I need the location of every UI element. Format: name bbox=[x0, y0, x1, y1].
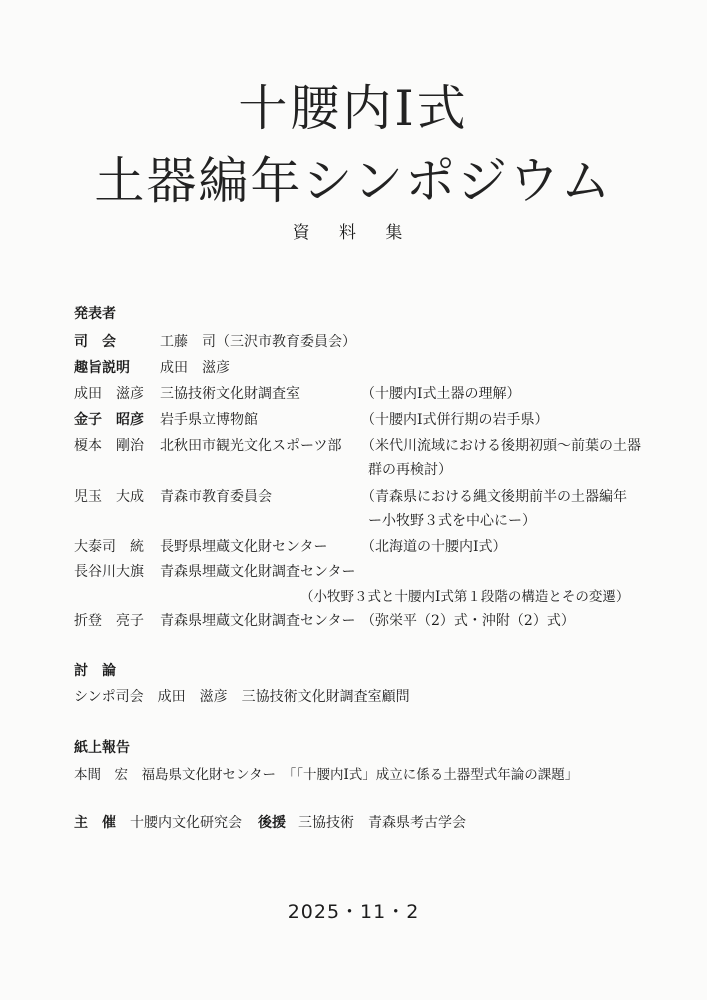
presenter-org: 青森市教育委員会 bbox=[160, 489, 272, 505]
title-line-1: 十腰内Ⅰ式 bbox=[238, 80, 469, 137]
presenter-org: 北秋田市観光文化スポーツ部 bbox=[160, 438, 342, 454]
subtitle: 資 料 集 bbox=[292, 223, 415, 243]
chair-label: 司 会 bbox=[74, 334, 116, 350]
presenter-topic: （十腰内Ⅰ式併行期の岩手県） bbox=[361, 412, 549, 428]
discussion-line: シンポ司会 成田 滋彦 三協技術文化財調査室顧問 bbox=[74, 689, 410, 705]
presenter-topic: （小牧野３式と十腰内Ⅰ式第１段階の構造とその変遷） bbox=[300, 589, 630, 605]
presenter-name: 長谷川大旗 bbox=[74, 564, 144, 580]
chair-name: 工藤 司（三沢市教育委員会） bbox=[160, 334, 356, 350]
presenter-topic: （弥栄平（2）式・沖附（2）式） bbox=[361, 613, 575, 629]
purpose-label: 趣旨説明 bbox=[74, 360, 130, 376]
title-line-2: 土器編年シンポジウム bbox=[94, 152, 613, 210]
presenter-org: 三協技術文化財調査室 bbox=[160, 386, 300, 402]
paper-report-heading: 紙上報告 bbox=[74, 740, 130, 756]
support-label: 後援 bbox=[258, 815, 286, 831]
presenter-name: 児玉 大成 bbox=[74, 489, 144, 505]
presenters-heading: 発表者 bbox=[74, 306, 116, 322]
presenter-name: 大泰司 統 bbox=[74, 539, 144, 555]
organizer-name: 十腰内文化研究会 bbox=[130, 815, 242, 831]
presenter-org: 岩手県立博物館 bbox=[160, 412, 258, 428]
presenter-name: 金子 昭彦 bbox=[74, 412, 144, 428]
presenter-name: 榎本 剛治 bbox=[74, 438, 144, 454]
presenter-org: 長野県埋蔵文化財センター bbox=[160, 539, 328, 555]
discussion-heading: 討 論 bbox=[74, 663, 116, 679]
organizer-label: 主 催 bbox=[74, 815, 116, 831]
presenter-topic: （米代川流域における後期初頭～前葉の土器 bbox=[361, 438, 641, 454]
presenter-org: 青森県埋蔵文化財調査センター bbox=[160, 564, 356, 580]
presenter-topic-cont: ー小牧野３式を中心にー） bbox=[368, 513, 536, 529]
support-names: 三協技術 青森県考古学会 bbox=[298, 815, 466, 831]
presenter-topic: （十腰内Ⅰ式土器の理解） bbox=[361, 386, 521, 402]
presenter-name: 成田 滋彦 bbox=[74, 386, 144, 402]
presenter-topic: （北海道の十腰内Ⅰ式） bbox=[361, 539, 507, 555]
purpose-name: 成田 滋彦 bbox=[160, 360, 230, 376]
paper-report-line: 本間 宏 福島県文化財センター 「「十腰内Ⅰ式」成立に係る土器型式年論の課題」 bbox=[74, 767, 579, 783]
presenter-name: 折登 亮子 bbox=[74, 613, 144, 629]
presenter-topic: （青森県における縄文後期前半の土器編年 bbox=[361, 489, 627, 505]
presenter-org: 青森県埋蔵文化財調査センター bbox=[160, 613, 356, 629]
presenter-topic-cont: 群の再検討） bbox=[368, 462, 452, 478]
event-date: 2025・11・2 bbox=[287, 901, 420, 923]
